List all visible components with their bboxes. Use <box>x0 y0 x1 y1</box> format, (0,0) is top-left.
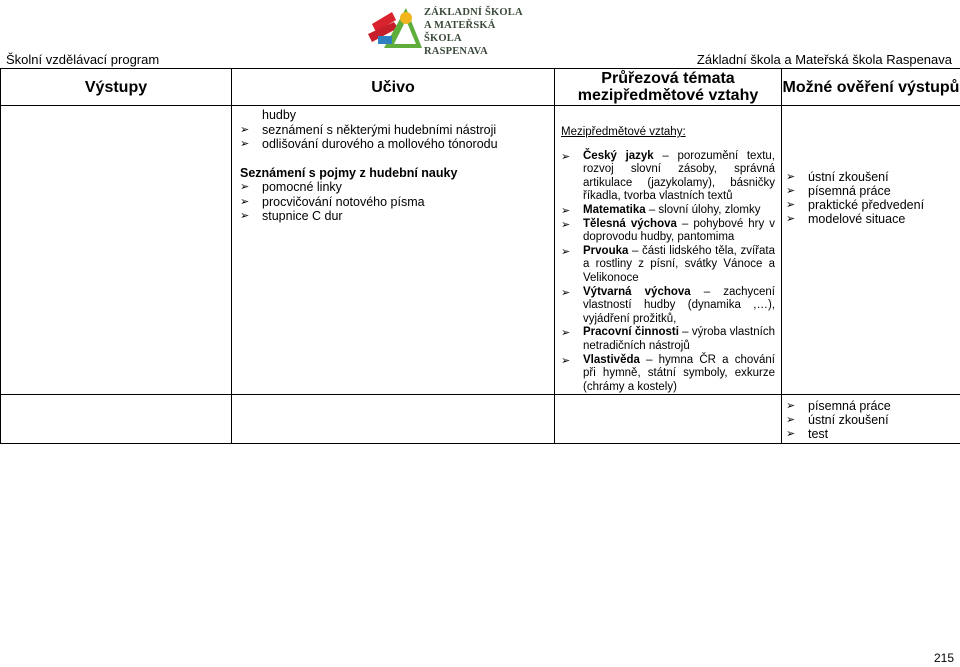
temata-list <box>561 150 775 395</box>
subject-name: Prvouka <box>583 244 629 257</box>
list-item: ➢ praktické předvedení <box>786 198 956 212</box>
subject-text: – pohybové hry v doprovodu hudby, pantomima <box>583 217 775 244</box>
overeni-cell <box>782 395 960 444</box>
list-item <box>561 286 775 327</box>
subject-text: – výroba vlastních netradičních nástrojů <box>583 326 775 352</box>
col-header-overeni: Možné ověření výstupů <box>782 69 960 106</box>
subject-name: Tělesná výchova <box>583 217 677 230</box>
list-item: ➢ seznámení s některými hudebními nástroji <box>240 123 550 138</box>
col-header-temata: Průřezová témata mezipředmětové vztahy <box>555 69 782 106</box>
logo-line-2: A MATEŘSKÁ ŠKOLA <box>424 20 496 44</box>
overeni-cell <box>782 106 960 395</box>
list-item: ➢ ústní zkoušení <box>786 170 956 184</box>
logo-line-1: ZÁKLADNÍ ŠKOLA <box>424 7 523 18</box>
temata-heading: Mezipředmětové vztahy: <box>561 126 686 138</box>
ucivo-subheading: Seznámení s pojmy z hudební nauky <box>240 165 458 180</box>
overeni-list <box>786 399 956 441</box>
col-header-ucivo: Učivo <box>232 69 555 106</box>
vystupy-cell <box>1 395 232 444</box>
list-item <box>561 354 775 395</box>
subject-name: Vlastivěda <box>583 353 640 366</box>
table-row <box>1 106 960 395</box>
subject-name: Matematika <box>583 203 646 216</box>
subject-text: – části lidského těla, zvířata a rostliny z písní, svátky Vánoce a Velikonoce <box>583 244 775 284</box>
page-number: 215 <box>933 651 954 665</box>
subject-text: – zachycení vlastností hudby (dynamika ,…), vyjádření prožitků, <box>583 285 775 325</box>
list-item <box>561 245 775 286</box>
ucivo-cell <box>232 106 555 395</box>
subject-name: Výtvarná výchova <box>583 285 691 298</box>
vystupy-cell <box>1 106 232 395</box>
col-header-vystupy: Výstupy <box>1 69 232 106</box>
curriculum-table <box>0 68 960 444</box>
list-item: ➢ ústní zkoušení <box>786 413 956 427</box>
ucivo-cell <box>232 395 555 444</box>
school-logo <box>366 4 536 57</box>
table-header-row <box>1 69 960 106</box>
list-item <box>561 150 775 204</box>
overeni-list <box>786 170 956 226</box>
temata-cell <box>555 106 782 395</box>
program-title: Školní vzdělávací program <box>6 52 160 67</box>
list-item: ➢ modelové situace <box>786 212 956 226</box>
subject-text: – porozumění textu, rozvoj slovní zásoby, správná artikulace (jazykolamy), básničky říkadla, tvorba vlastních textů <box>583 149 775 203</box>
subject-name: Český jazyk <box>583 149 654 162</box>
list-item: ➢ odlišování durového a mollového tónorodu <box>240 137 550 152</box>
ucivo-first-line: hudby <box>262 108 297 122</box>
logo-line-3: RASPENAVA <box>424 46 488 57</box>
list-item: ➢ test <box>786 427 956 441</box>
ucivo-list-2 <box>240 180 550 224</box>
school-name: Základní škola a Mateřská škola Raspenava <box>696 52 952 67</box>
school-emblem-icon <box>366 4 424 50</box>
table-row <box>1 395 960 444</box>
list-item: ➢ stupnice C dur <box>240 209 550 224</box>
list-item: ➢ pomocné linky <box>240 180 550 195</box>
list-item: ➢ procvičování notového písma <box>240 195 550 210</box>
list-item <box>561 218 775 245</box>
list-item: ➢ písemná práce <box>786 399 956 413</box>
list-item: ➢ písemná práce <box>786 184 956 198</box>
list-item <box>561 204 775 218</box>
subject-text: – slovní úlohy, zlomky <box>645 203 761 216</box>
temata-cell <box>555 395 782 444</box>
ucivo-list-1 <box>240 123 550 152</box>
subject-text: – hymna ČR a chování při hymně, státní symboly, exkurze (chrámy a kostely) <box>583 353 775 393</box>
list-item <box>561 326 775 353</box>
subject-name: Pracovní činnosti <box>583 326 679 339</box>
